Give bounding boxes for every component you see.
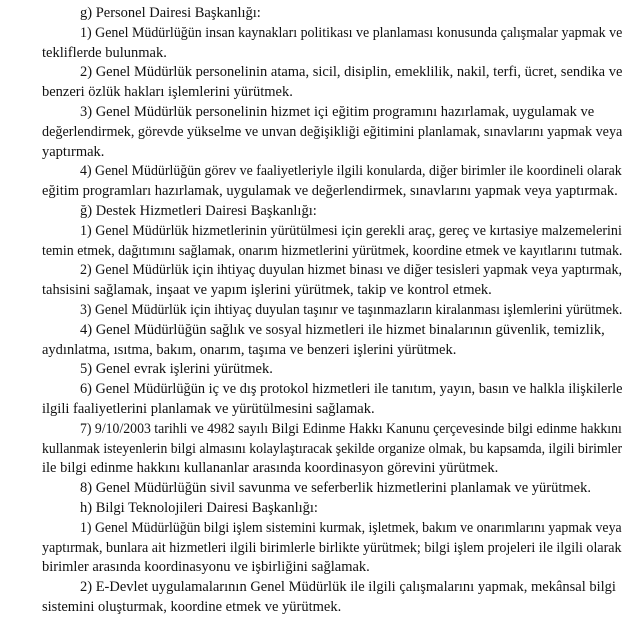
paragraph-line: aydınlatma, ısıtma, bakım, onarım, taşıma ve benzeri işlerini yürütmek. (42, 341, 457, 358)
paragraph-line: 3) Genel Müdürlük için ihtiyaç duyulan taşınır ve taşınmazların kiralanması işlemlerini yürütmek. (80, 302, 623, 318)
paragraph-line: 1) Genel Müdürlüğün insan kaynakları politikası ve planlaması konusunda çalışmalar yapmak ve (80, 24, 623, 41)
paragraph-line: 2) E-Devlet uygulamalarının Genel Müdürlük ile ilgili çalışmalarını yapmak, mekânsal bilgi (80, 579, 616, 596)
section-heading-destek: ğ) Destek Hizmetleri Dairesi Başkanlığı: (80, 203, 317, 219)
paragraph-line: ile bilgi edinme hakkını kullananlar arasında koordinasyon görevini yürütmek. (42, 460, 499, 477)
paragraph-line: yaptırmak. (42, 143, 105, 160)
paragraph-line: temin etmek, dağıtımını sağlamak, onarım hizmetlerini yürütmek, koordine etmek ve kayıtlarını tutmak. (42, 242, 623, 259)
paragraph-line: kullanmak isteyenlerin bilgi almasını kolaylaştıracak şekilde organize olmak, bu kapsamda, ilgili birimler (42, 440, 623, 457)
paragraph-line: 6) Genel Müdürlüğün iç ve dış protokol hizmetleri ile tanıtım, yayın, basın ve halkla ilişkilerle (80, 381, 623, 398)
section-heading-personel: g) Personel Dairesi Başkanlığı: (80, 5, 261, 21)
paragraph-line: benzeri özlük hakları işlemlerini yürütmek. (42, 84, 293, 101)
paragraph-line: 4) Genel Müdürlüğün görev ve faaliyetleriyle ilgili konularda, diğer birimler ile koordineli olarak (80, 163, 622, 180)
paragraph-line: 5) Genel evrak işlerini yürütmek. (80, 361, 273, 378)
paragraph-line: tahsisini sağlamak, inşaat ve yapım işlerini yürütmek, takip ve kontrol etmek. (42, 282, 492, 299)
paragraph-line: birimler arasında koordinasyonu ve işbirliğini sağlamak. (42, 559, 370, 576)
paragraph-line: tekliflerde bulunmak. (42, 44, 167, 61)
paragraph-line: 4) Genel Müdürlüğün sağlık ve sosyal hizmetleri ile hizmet binalarının güvenlik, temizlik, (80, 321, 605, 338)
paragraph-line: 2) Genel Müdürlük için ihtiyaç duyulan hizmet binası ve diğer tesisleri yapmak veya yaptırmak, (80, 262, 623, 279)
paragraph-line: 7) 9/10/2003 tarihli ve 4982 sayılı Bilgi Edinme Hakkı Kanunu çerçevesinde bilgi edinme hakkını (80, 420, 622, 437)
paragraph-line: ilgili faaliyetlerini planlamak ve yürütülmesini sağlamak. (42, 401, 375, 417)
section-heading-bilgi: h) Bilgi Teknolojileri Dairesi Başkanlığı: (80, 500, 318, 516)
paragraph-line: 2) Genel Müdürlük personelinin atama, sicil, disiplin, emeklilik, nakil, terfi, ücret, sendika ve (80, 64, 623, 81)
paragraph-line: sistemini oluşturmak, koordine etmek ve yürütmek. (42, 599, 342, 615)
paragraph-line: değerlendirmek, görevde yükselme ve unvan değişikliği eğitimini planlamak, sınavlarını yapmak veya (42, 123, 623, 140)
paragraph-line: 3) Genel Müdürlük personelinin hizmet içi eğitim programını hazırlamak, uygulamak ve (80, 104, 595, 120)
paragraph-line: eğitim programları hazırlamak, uygulamak ve değerlendirmek, sınavlarını yapmak veya yaptırmak. (42, 183, 618, 200)
paragraph-line: yaptırmak, bunlara ait hizmetleri ilgili birimlerle birlikte yürütmek; bilgi işlem projeleri ile ilgili olarak (42, 539, 622, 556)
paragraph-line: 8) Genel Müdürlüğün sivil savunma ve seferberlik hizmetlerini planlamak ve yürütmek. (80, 480, 591, 497)
paragraph-line: 1) Genel Müdürlük hizmetlerinin yürütülmesi için gerekli araç, gereç ve kırtasiye malzemelerini (80, 222, 622, 239)
paragraph-line: 1) Genel Müdürlüğün bilgi işlem sistemini kurmak, işletmek, bakım ve onarımlarını yapmak veya (80, 519, 622, 536)
